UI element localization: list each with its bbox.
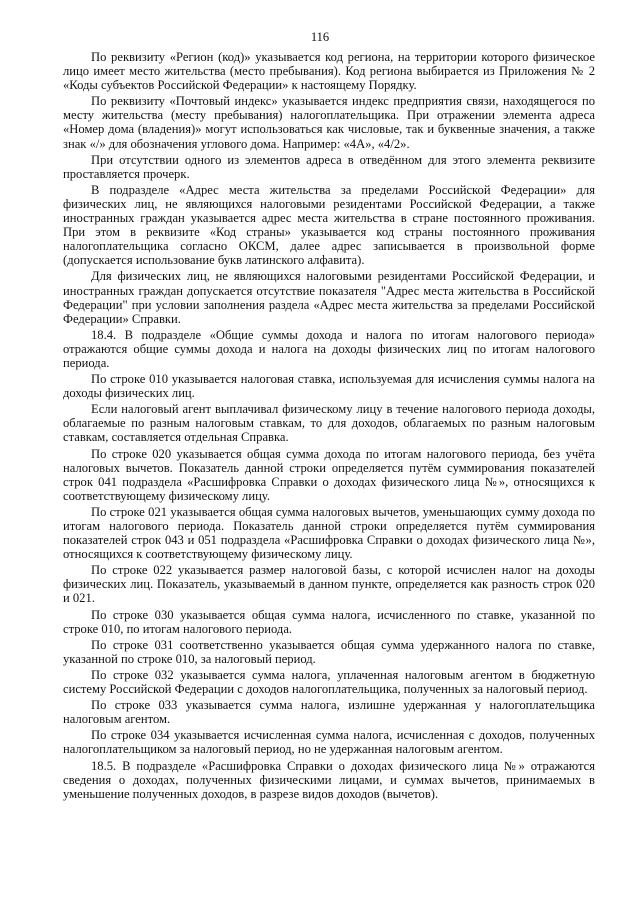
paragraph-line-022: По строке 022 указывается размер налоговой базы, с которой исчислен налог на доходы физических лиц. Показатель, указываемый в данном пункте, определяется как разность строк 020 и 021. bbox=[63, 563, 595, 606]
paragraph-line-030: По строке 030 указывается общая сумма налога, исчисленного по ставке, указанной по строке 010, по итогам налогового периода. bbox=[63, 607, 595, 636]
paragraph-non-resident: Для физических лиц, не являющихся налоговыми резидентами Российской Федерации, и иностранных граждан допускается отсутствие показателя "Адрес места жительства в Российской Федерации" при условии заполнения раздела «Адрес места жительства за пределами Российской Федерации» Справки. bbox=[63, 269, 595, 326]
paragraph-postal-index: По реквизиту «Почтовый индекс» указывается индекс предприятия связи, находящегося по месту жительства (месту пребывания) налогоплательщика. При отражении элемента адреса «Номер дома (владения)» могут использоваться как числовые, так и буквенные значения, а также знак «/» для обозначения углового дома. Например: «4А», «4/2». bbox=[63, 94, 595, 151]
paragraph-line-033: По строке 033 указывается сумма налога, излишне удержанная у налогоплательщика налоговым агентом. bbox=[63, 698, 595, 727]
body-text bbox=[63, 50, 595, 803]
paragraph-region-code: По реквизиту «Регион (код)» указывается код региона, на территории которого физическое лицо имеет место жительства (место пребывания). Код региона выбирается из Приложения № 2 «Коды субъектов Российской Федерации» к настоящему Порядку. bbox=[63, 50, 595, 93]
paragraph-foreign-address: В подразделе «Адрес места жительства за пределами Российской Федерации» для физических лиц, не являющихся налоговыми резидентами Российской Федерации, а также иностранных граждан указывается адрес места жительства в стране постоянного проживания. При этом в реквизите «Код страны» указывается код страны постоянного проживания налогоплательщика согласно ОКСМ, далее адрес записывается в произвольной форме (допускается использование букв латинского алфавита). bbox=[63, 182, 595, 268]
paragraph-different-rates: Если налоговый агент выплачивал физическому лицу в течение налогового периода доходы, облагаемые по разным налоговым ставкам, то для доходов, облагаемых по разным налоговым ставкам, составляется отдельная Справка. bbox=[63, 402, 595, 445]
paragraph-18-5: 18.5. В подразделе «Расшифровка Справки о доходах физического лица №» отражаются сведения о доходах, полученных физическими лицами, и суммах вычетов, принимаемых в уменьшение полученных доходов, в разрезе видов доходов (вычетов). bbox=[63, 758, 595, 801]
paragraph-missing-element: При отсутствии одного из элементов адреса в отведённом для этого элемента реквизите проставляется прочерк. bbox=[63, 152, 595, 181]
paragraph-line-034: По строке 034 указывается исчисленная сумма налога, исчисленная с доходов, полученных налогоплательщиком за налоговый период, но не удержанная налоговым агентом. bbox=[63, 728, 595, 757]
paragraph-18-4: 18.4. В подразделе «Общие суммы дохода и налога по итогам налогового периода» отражаются общие суммы дохода и налога на доходы физических лиц по итогам налогового периода. bbox=[63, 327, 595, 370]
paragraph-line-010: По строке 010 указывается налоговая ставка, используемая для исчисления суммы налога на доходы физических лиц. bbox=[63, 372, 595, 401]
paragraph-line-021: По строке 021 указывается общая сумма налоговых вычетов, уменьшающих сумму дохода по итогам налогового периода. Показатель данной строки определяется путём суммирования показателей строк 043 и 051 подраздела «Расшифровка Справки о доходах физического лица №», относящихся к соответствующему физическому лицу. bbox=[63, 504, 595, 562]
paragraph-line-020: По строке 020 указывается общая сумма дохода по итогам налогового периода, без учёта налоговых вычетов. Показатель данной строки определяется путём суммирования показателей строк 041 подраздела «Расшифровка Справки о доходах физического лица №», относящихся к соответствующему физическому лицу. bbox=[63, 446, 595, 503]
paragraph-line-031: По строке 031 соответственно указывается общая сумма удержанного налога по ставке, указанной по строке 010, за налоговый период. bbox=[63, 637, 595, 666]
page-number: 116 bbox=[310, 30, 330, 44]
paragraph-line-032: По строке 032 указывается сумма налога, уплаченная налоговым агентом в бюджетную систему Российской Федерации с доходов налогоплательщика, полученных за налоговый период. bbox=[63, 667, 595, 697]
